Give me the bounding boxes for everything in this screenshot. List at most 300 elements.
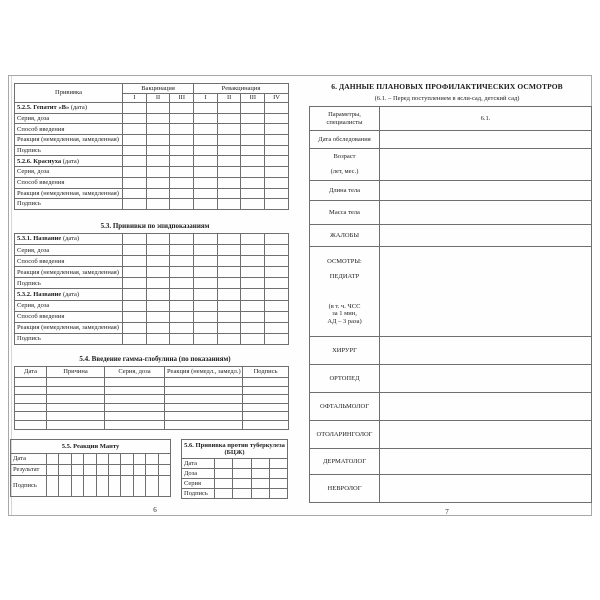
row-label: Подпись (15, 145, 123, 156)
row-label (310, 337, 380, 365)
empty-cell (217, 278, 241, 289)
empty-cell (47, 476, 59, 497)
row-label-bold: 5.3.2. Название (17, 290, 62, 298)
empty-cell (170, 177, 194, 188)
empty-cell (194, 256, 218, 267)
empty-cell (105, 412, 165, 421)
left-page (9, 76, 301, 517)
dose-number-header: IV (265, 94, 289, 103)
column-header: Подпись (243, 367, 289, 378)
empty-cell (121, 476, 133, 497)
empty-cell (265, 289, 289, 300)
table-row (15, 386, 289, 395)
empty-cell (146, 156, 170, 167)
empty-cell (123, 124, 147, 135)
empty-cell (47, 412, 105, 421)
empty-cell (84, 465, 96, 476)
empty-cell (123, 300, 147, 311)
table-row (182, 479, 288, 489)
empty-cell (146, 476, 158, 497)
empty-cell (146, 188, 170, 199)
empty-cell (265, 145, 289, 156)
empty-cell (380, 181, 592, 201)
empty-cell (146, 145, 170, 156)
cell-text-line: (лет, мес.) (330, 168, 359, 176)
table-row (15, 300, 289, 311)
row-label: Доза (182, 469, 215, 479)
cell-text-line: (в т. ч. ЧСС (328, 302, 361, 310)
empty-cell (146, 300, 170, 311)
cell-spacer (312, 265, 377, 273)
empty-cell (265, 113, 289, 124)
row-label-bold: 5.2.5. Гепатит «В» (17, 104, 70, 112)
table-row (15, 412, 289, 421)
empty-cell (265, 177, 289, 188)
column-header: Дата (15, 367, 47, 378)
empty-cell (380, 201, 592, 225)
empty-cell (59, 476, 71, 497)
empty-cell (146, 311, 170, 322)
empty-cell (217, 135, 241, 146)
empty-cell (241, 145, 265, 156)
empty-cell (233, 459, 251, 469)
visit-number-header-cell: 6.1. (380, 107, 592, 131)
row-label: Способ введения (15, 177, 123, 188)
empty-cell (194, 103, 218, 114)
empty-cell (217, 177, 241, 188)
dose-number-header: I (194, 94, 218, 103)
table-row (15, 145, 289, 156)
table-row (11, 465, 171, 476)
empty-cell (241, 124, 265, 135)
empty-cell (194, 177, 218, 188)
row-label (310, 131, 380, 149)
cell-text-line: Возраст (333, 153, 356, 161)
empty-cell (380, 393, 592, 421)
table-row (15, 103, 289, 114)
empty-cell (170, 135, 194, 146)
empty-cell (265, 333, 289, 344)
mantoux-reactions-table (10, 439, 170, 497)
cell-text-line: Длина тела (329, 186, 360, 194)
cell-text-line: ОРТОПЕД (329, 374, 360, 382)
table-grid (14, 83, 289, 210)
table-row (11, 476, 171, 497)
empty-cell (121, 454, 133, 465)
dose-number-header: III (241, 94, 265, 103)
empty-cell (146, 289, 170, 300)
row-label: Подпись (15, 199, 123, 210)
empty-cell (217, 103, 241, 114)
table-row (15, 322, 289, 333)
empty-cell (59, 454, 71, 465)
empty-cell (170, 289, 194, 300)
empty-cell (194, 333, 218, 344)
empty-cell (194, 322, 218, 333)
table-row (15, 333, 289, 344)
row-label: 5.2.6. Краснуха (дата) (15, 156, 123, 167)
cell-text-line: Дата обследования (318, 135, 371, 143)
cell-text-line: АД – 3 раза) (327, 317, 362, 325)
empty-cell (233, 489, 251, 499)
row-label: Серия, доза (15, 113, 123, 124)
table-row (310, 449, 592, 475)
empty-cell (215, 479, 233, 489)
row-label (310, 181, 380, 201)
table-row (310, 475, 592, 503)
row-label: Реакция (немедленная, замедленная) (15, 267, 123, 278)
row-label: Серия (182, 479, 215, 489)
cell-spacer (312, 288, 377, 296)
table-row (310, 201, 592, 225)
empty-cell (194, 188, 218, 199)
empty-cell (217, 333, 241, 344)
empty-cell (146, 124, 170, 135)
table-row (15, 289, 289, 300)
empty-cell (241, 234, 265, 245)
empty-cell (233, 469, 251, 479)
empty-cell (146, 135, 170, 146)
empty-cell (217, 322, 241, 333)
row-label (310, 475, 380, 503)
left-page-number: 6 (153, 506, 157, 514)
empty-cell (123, 156, 147, 167)
empty-cell (170, 188, 194, 199)
empty-cell (133, 454, 145, 465)
empty-cell (146, 256, 170, 267)
empty-cell (108, 454, 120, 465)
empty-cell (265, 267, 289, 278)
table-row (15, 395, 289, 404)
empty-cell (380, 337, 592, 365)
empty-cell (105, 395, 165, 404)
empty-cell (96, 454, 108, 465)
empty-cell (123, 103, 147, 114)
empty-cell (71, 476, 83, 497)
table-row (15, 156, 289, 167)
table-row (15, 234, 289, 245)
row-label-bold: 5.3.1. Название (17, 235, 62, 243)
cell-text-line: ЖАЛОБЫ (329, 231, 360, 239)
table-row (15, 278, 289, 289)
empty-cell (194, 167, 218, 178)
empty-cell (241, 103, 265, 114)
parameters-header-cell (310, 107, 380, 131)
empty-cell (194, 113, 218, 124)
empty-cell (121, 465, 133, 476)
empty-cell (123, 113, 147, 124)
empty-cell (265, 199, 289, 210)
empty-cell (265, 188, 289, 199)
cell-text-line: ПЕДИАТР (329, 272, 360, 280)
empty-cell (217, 124, 241, 135)
empty-cell (15, 412, 47, 421)
empty-cell (170, 245, 194, 256)
empty-cell (380, 421, 592, 449)
column-header: Причина (47, 367, 105, 378)
empty-cell (170, 311, 194, 322)
empty-cell (243, 403, 289, 412)
empty-cell (47, 420, 105, 429)
cell-spacer (312, 161, 377, 169)
empty-cell (123, 256, 147, 267)
empty-cell (146, 322, 170, 333)
empty-cell (123, 267, 147, 278)
empty-cell (265, 322, 289, 333)
empty-cell (146, 103, 170, 114)
empty-cell (170, 156, 194, 167)
empty-cell (146, 267, 170, 278)
epidemic-indications-table (14, 233, 288, 345)
empty-cell (123, 289, 147, 300)
empty-cell (165, 412, 243, 421)
cell-text-line: НЕВРОЛОГ (327, 484, 362, 492)
dose-number-header: I (123, 94, 147, 103)
table-grid (181, 439, 288, 499)
empty-cell (217, 199, 241, 210)
empty-cell (105, 386, 165, 395)
empty-cell (217, 156, 241, 167)
empty-cell (165, 378, 243, 387)
row-label: 5.2.5. Гепатит «В» (дата) (15, 103, 123, 114)
empty-cell (194, 311, 218, 322)
column-header: Серия, доза (105, 367, 165, 378)
empty-cell (194, 124, 218, 135)
empty-cell (123, 278, 147, 289)
empty-cell (170, 145, 194, 156)
empty-cell (194, 156, 218, 167)
empty-cell (59, 465, 71, 476)
row-label (310, 149, 380, 181)
empty-cell (217, 145, 241, 156)
table-header-row (310, 107, 592, 131)
empty-cell (243, 386, 289, 395)
table-grid (10, 439, 171, 497)
empty-cell (241, 322, 265, 333)
row-label (310, 393, 380, 421)
empty-cell (243, 395, 289, 404)
empty-cell (15, 378, 47, 387)
empty-cell (241, 113, 265, 124)
cell-text-line: специалисты (326, 118, 363, 126)
empty-cell (194, 278, 218, 289)
empty-cell (241, 156, 265, 167)
empty-cell (123, 322, 147, 333)
empty-cell (217, 289, 241, 300)
dose-number-header: III (170, 94, 194, 103)
row-label-bold: 5.2.6. Краснуха (17, 157, 62, 165)
empty-cell (146, 199, 170, 210)
empty-cell (170, 300, 194, 311)
empty-cell (15, 386, 47, 395)
right-page-number: 7 (445, 508, 449, 516)
row-label: 5.3.1. Название (дата) (15, 234, 123, 245)
row-label: Серия, доза (15, 300, 123, 311)
empty-cell (217, 234, 241, 245)
table-row (310, 225, 592, 247)
empty-cell (269, 479, 287, 489)
empty-cell (158, 454, 171, 465)
cell-text-line: ХИРУРГ (332, 346, 357, 354)
table-row (310, 247, 592, 337)
empty-cell (265, 311, 289, 322)
empty-cell (251, 469, 269, 479)
row-label: Реакция (немедленная, замедленная) (15, 188, 123, 199)
table-row (15, 420, 289, 429)
empty-cell (269, 489, 287, 499)
empty-cell (170, 256, 194, 267)
empty-cell (241, 267, 265, 278)
empty-cell (241, 245, 265, 256)
empty-cell (241, 278, 265, 289)
empty-cell (105, 403, 165, 412)
empty-cell (380, 475, 592, 503)
empty-cell (105, 378, 165, 387)
cell-text-line: ДЕРМАТОЛОГ (322, 457, 367, 465)
empty-cell (265, 256, 289, 267)
empty-cell (96, 465, 108, 476)
revaccination-group-header: Ревакцинация (194, 84, 289, 94)
row-label: Подпись (15, 278, 123, 289)
table-row (11, 454, 171, 465)
empty-cell (123, 167, 147, 178)
table-row (182, 489, 288, 499)
dose-number-header: II (217, 94, 241, 103)
empty-cell (217, 256, 241, 267)
empty-cell (215, 469, 233, 479)
empty-cell (194, 289, 218, 300)
empty-cell (241, 311, 265, 322)
empty-cell (47, 395, 105, 404)
empty-cell (243, 378, 289, 387)
empty-cell (146, 278, 170, 289)
table-row (15, 245, 289, 256)
row-label: Способ введения (15, 256, 123, 267)
scanned-spread (8, 75, 592, 516)
empty-cell (265, 245, 289, 256)
empty-cell (170, 267, 194, 278)
cell-spacer (312, 280, 377, 288)
row-label: Подпись (182, 489, 215, 499)
cell-text-line: ОСМОТРЫ: (327, 257, 362, 265)
row-label (310, 449, 380, 475)
cell-text-line: Параметры, (328, 111, 361, 118)
row-label: Подпись (11, 476, 47, 497)
empty-cell (146, 465, 158, 476)
empty-cell (47, 454, 59, 465)
row-label: Способ введения (15, 124, 123, 135)
empty-cell (217, 245, 241, 256)
empty-cell (243, 420, 289, 429)
row-label: Серия, доза (15, 167, 123, 178)
empty-cell (123, 245, 147, 256)
empty-cell (265, 135, 289, 146)
table-row (310, 131, 592, 149)
empty-cell (133, 465, 145, 476)
table-row (15, 188, 289, 199)
empty-cell (133, 476, 145, 497)
empty-cell (123, 145, 147, 156)
empty-cell (84, 454, 96, 465)
empty-cell (241, 289, 265, 300)
empty-cell (123, 333, 147, 344)
corner-header: Прививка (15, 84, 123, 103)
row-label (310, 421, 380, 449)
empty-cell (251, 489, 269, 499)
row-label: Дата (11, 454, 47, 465)
row-label: Подпись (15, 333, 123, 344)
empty-cell (265, 300, 289, 311)
empty-cell (241, 333, 265, 344)
section-5-5-title: 5.5. Реакции Манту (11, 440, 171, 454)
empty-cell (243, 412, 289, 421)
gamma-globulin-table (14, 366, 288, 430)
row-label (310, 247, 380, 337)
empty-cell (47, 403, 105, 412)
empty-cell (265, 167, 289, 178)
table-row (15, 167, 289, 178)
empty-cell (146, 113, 170, 124)
empty-cell (15, 403, 47, 412)
empty-cell (170, 103, 194, 114)
empty-cell (215, 459, 233, 469)
empty-cell (217, 267, 241, 278)
empty-cell (165, 420, 243, 429)
empty-cell (269, 459, 287, 469)
row-label: Дата (182, 459, 215, 469)
empty-cell (170, 113, 194, 124)
empty-cell (170, 333, 194, 344)
table-row (15, 378, 289, 387)
empty-cell (170, 167, 194, 178)
empty-cell (265, 124, 289, 135)
empty-cell (194, 199, 218, 210)
empty-cell (265, 103, 289, 114)
section-5-4-title: 5.4. Введение гамма-глобулина (по показаниям) (79, 355, 231, 363)
table-grid (14, 233, 289, 345)
empty-cell (241, 177, 265, 188)
cell-spacer (312, 295, 377, 303)
empty-cell (170, 124, 194, 135)
empty-cell (194, 135, 218, 146)
empty-cell (105, 420, 165, 429)
dose-number-header: II (146, 94, 170, 103)
cell-text-line: за 1 мин, (332, 310, 357, 318)
cell-text-line: ОТОЛАРИНГОЛОГ (316, 430, 373, 438)
table-row (310, 337, 592, 365)
row-label: Способ введения (15, 311, 123, 322)
empty-cell (170, 199, 194, 210)
row-label: Реакция (немедленная, замедленная) (15, 322, 123, 333)
table-row (15, 124, 289, 135)
vaccination-group-header: Вакцинация (123, 84, 194, 94)
section-5-3-title: 5.3. Прививки по эпидпоказаниям (100, 222, 210, 230)
empty-cell (146, 245, 170, 256)
empty-cell (241, 188, 265, 199)
empty-cell (146, 177, 170, 188)
empty-cell (108, 465, 120, 476)
empty-cell (123, 135, 147, 146)
empty-cell (15, 395, 47, 404)
empty-cell (47, 465, 59, 476)
row-label: Серия, доза (15, 245, 123, 256)
empty-cell (194, 267, 218, 278)
empty-cell (170, 234, 194, 245)
empty-cell (158, 476, 171, 497)
table-row (15, 403, 289, 412)
empty-cell (194, 245, 218, 256)
right-page (301, 76, 593, 517)
